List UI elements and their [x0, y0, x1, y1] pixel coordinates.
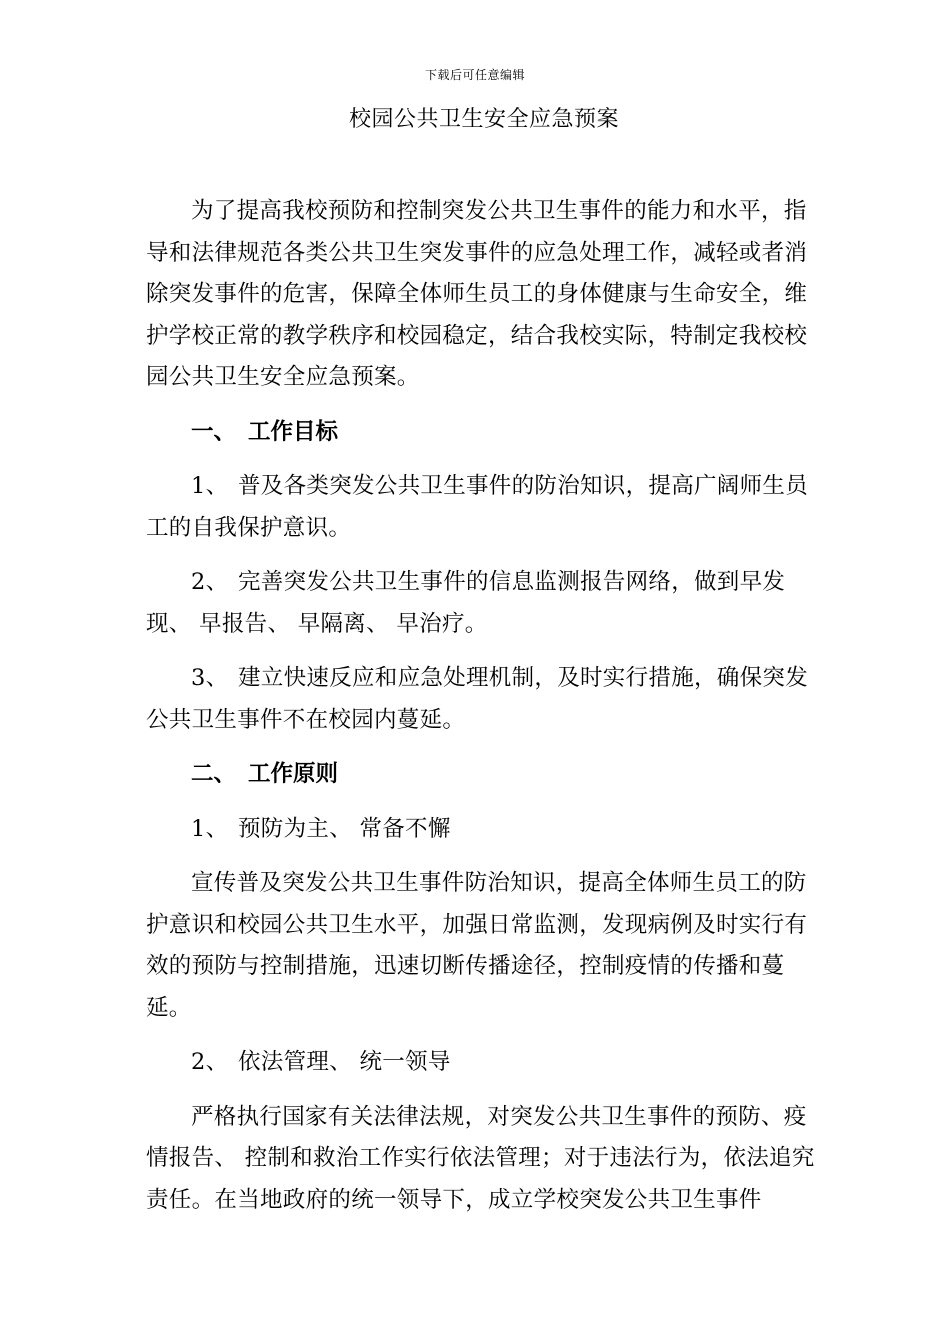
item-number: 2、: [191, 1049, 229, 1075]
item-number: 1、: [191, 473, 229, 499]
header-note: 下载后可任意编辑: [424, 68, 525, 82]
section-heading-goals: [146, 412, 822, 454]
item-text: 完善突发公共卫生事件的信息监测报告网络，做到早发现、 早报告、 早隔离、 早治疗。: [146, 569, 786, 637]
goal-item-3: [146, 658, 822, 741]
section-title: 工作原则: [248, 761, 339, 787]
goal-item-1: [146, 466, 822, 549]
section-title: 工作目标: [248, 418, 339, 445]
principle-subheading-2: [146, 1042, 822, 1084]
principle-paragraph-2: 严格执行国家有关法律法规，对突发公共卫生事件的预防、疫情报告、 控制和救治工作实行依法管理；对于违法行为，依法追究责任。在当地政府的统一领导下，成立学校突发公共卫生事件: [146, 1103, 815, 1213]
item-number: 3、: [191, 665, 229, 691]
goal-item-2: [146, 562, 822, 645]
item-text: 普及各类突发公共卫生事件的防治知识，提高广阔师生员工的自我保护意识。: [146, 473, 809, 541]
item-number: 2、: [191, 569, 229, 595]
section-number: 一、: [191, 418, 237, 445]
item-number: 1、: [191, 815, 229, 842]
subheading-text: 预防为主、 常备不懈: [238, 815, 451, 842]
subheading-text: 依法管理、 统一领导: [238, 1049, 451, 1075]
intro-paragraph: 为了提高我校预防和控制突发公共卫生事件的能力和水平，指导和法律规范各类公共卫生突发事件的应急处理工作，减轻或者消除突发事件的危害，保障全体师生员工的身体健康与生命安全，维护学校正常的教学秩序和校园稳定，结合我校实际，特制定我校校园公共卫生安全应急预案。: [146, 198, 808, 390]
item-text: 建立快速反应和应急处理机制，及时实行措施，确保突发公共卫生事件不在校园内蔓延。: [146, 665, 809, 733]
section-heading-principles: [146, 754, 822, 796]
principle-subheading-1: [146, 809, 822, 851]
document-body: [146, 191, 822, 1221]
principle-paragraph-1: 宣传普及突发公共卫生事件防治知识，提高全体师生员工的防护意识和校园公共卫生水平，加强日常监测，发现病例及时实行有效的预防与控制措施，迅速切断传播途径，控制疫情的传播和蔓延。: [146, 870, 808, 1021]
section-number: 二、: [191, 761, 237, 787]
document-title: 校园公共卫生安全应急预案: [348, 107, 619, 132]
